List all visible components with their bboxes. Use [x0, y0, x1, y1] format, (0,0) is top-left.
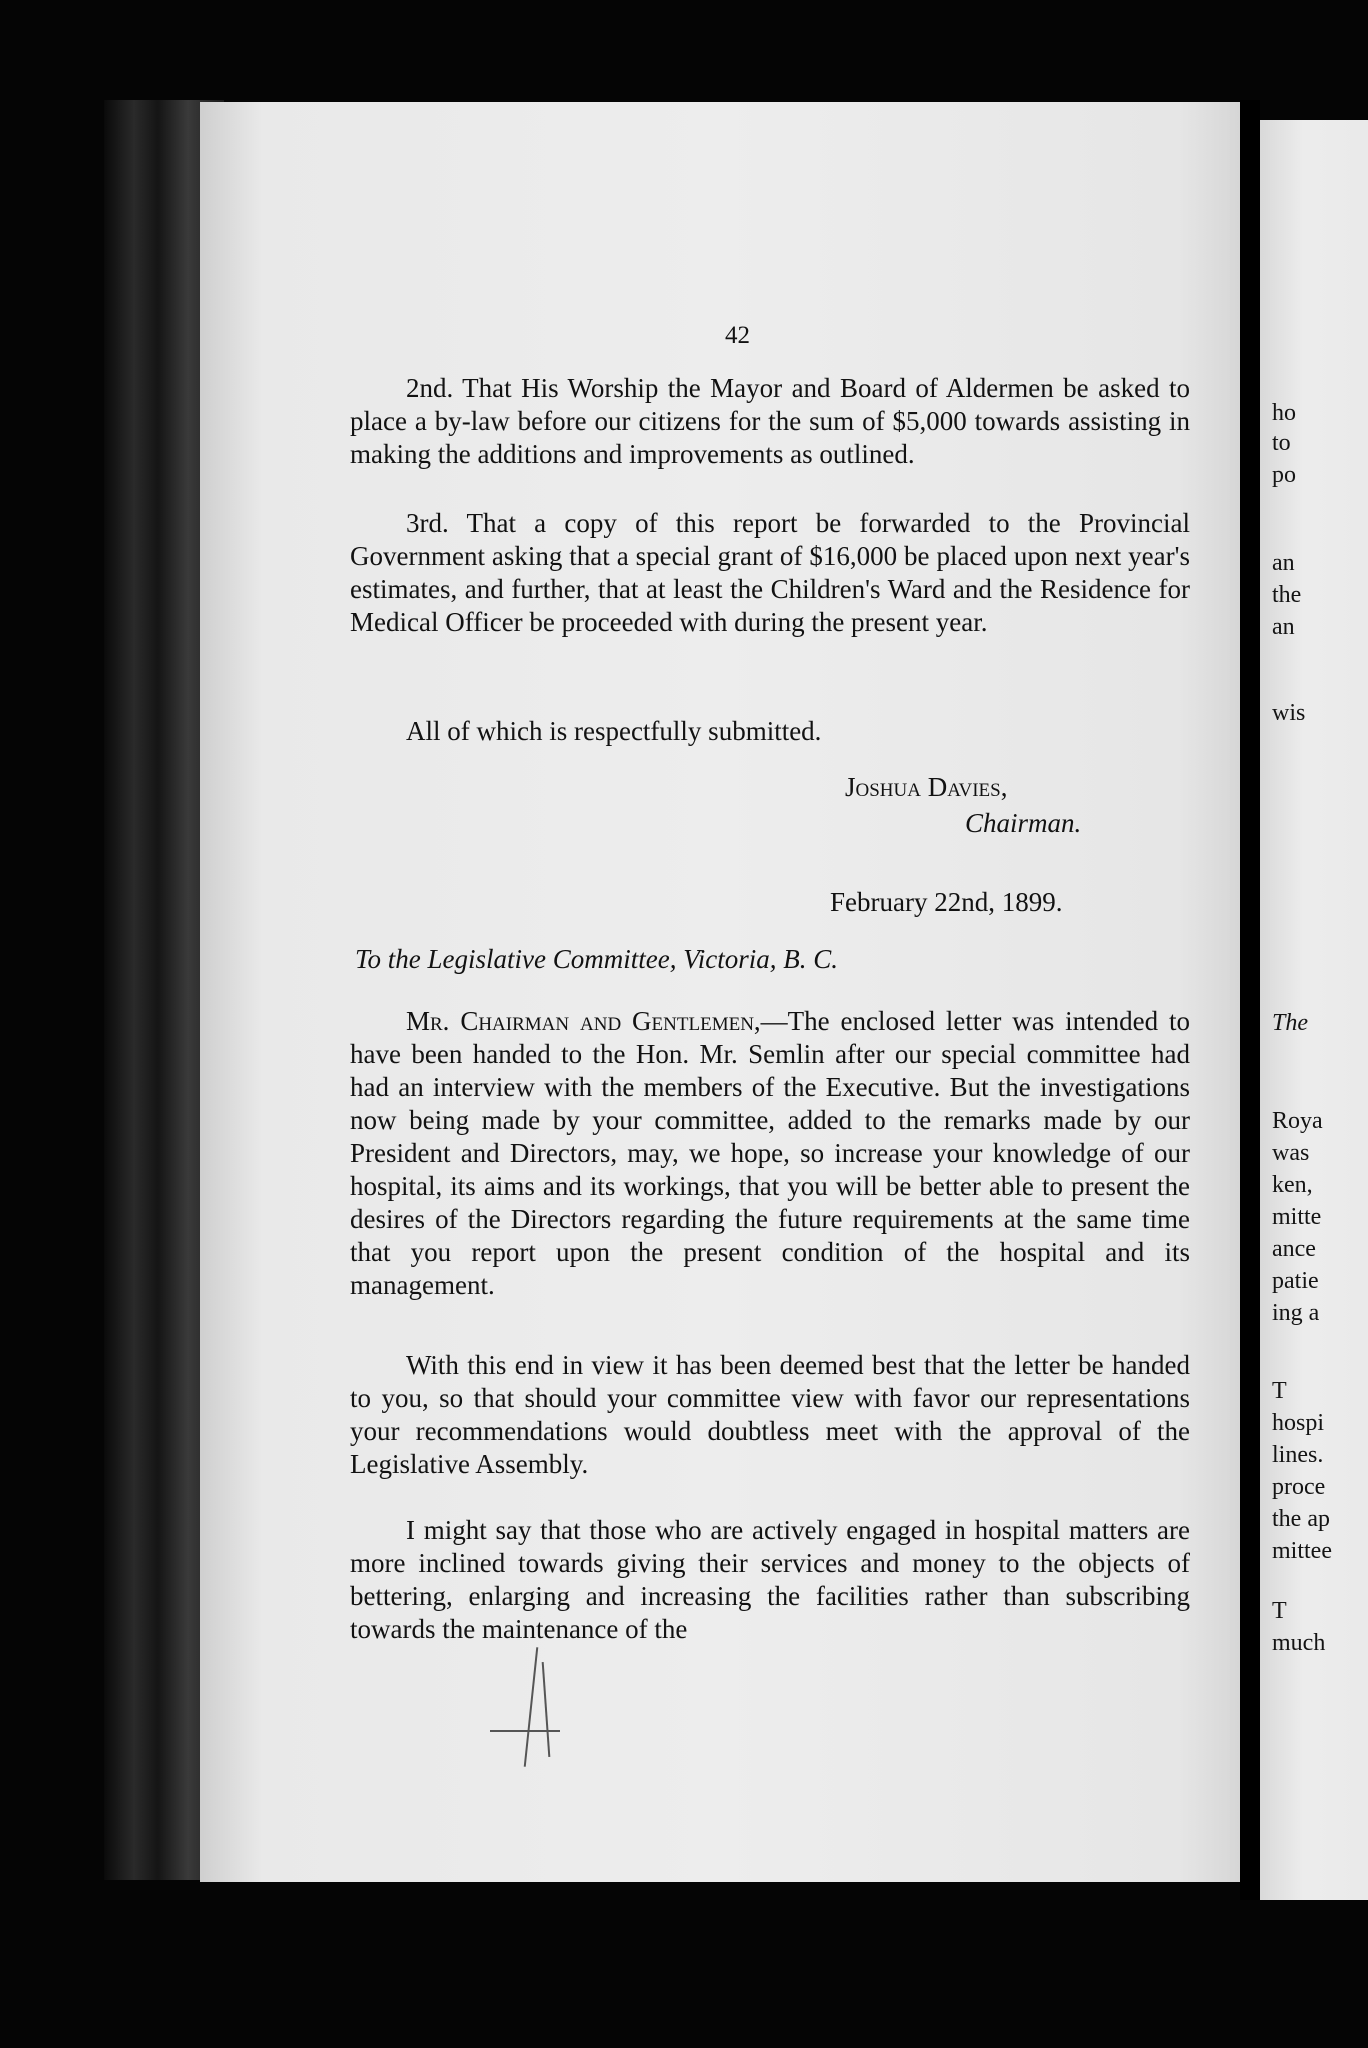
paragraph-second-resolution: [350, 372, 1190, 471]
fragment-line: po: [1272, 462, 1296, 488]
fragment-line: ho: [1272, 400, 1296, 426]
fragment-line: an: [1272, 614, 1295, 640]
fragment-line: ing a: [1272, 1300, 1320, 1326]
salutation: Mr. Chairman and Gentlemen,—: [406, 1006, 788, 1036]
pencil-mark: [490, 1730, 560, 1732]
fragment-line: T: [1272, 1378, 1287, 1404]
fragment-line: patie: [1272, 1268, 1319, 1294]
adjacent-page-fragment: [1260, 120, 1368, 1900]
fragment-line: hospi: [1272, 1410, 1325, 1436]
fragment-line: lines.: [1272, 1442, 1324, 1468]
signature-name: Joshua Davies,: [845, 772, 1008, 802]
fragment-line: proce: [1272, 1474, 1326, 1500]
paragraph-letter-remarks: [350, 1514, 1190, 1646]
paragraph-letter-opening: [350, 1005, 1190, 1302]
pencil-mark: [542, 1662, 551, 1757]
fragment-line: mitte: [1272, 1204, 1322, 1230]
paragraph-text: 2nd. That His Worship the Mayor and Board of Aldermen be asked to place a by-law before our citizens for the sum of $5,000 towards assisting in making the additions and improvements as outlined.: [350, 373, 1190, 469]
fragment-line: was: [1272, 1140, 1310, 1166]
paragraph-text: With this end in view it has been deemed best that the letter be handed to you, so that should your committee view with favor our representations your recommendations would doubtless meet with the approval of the Legislative Assembly.: [350, 1350, 1190, 1479]
paragraph-text: All of which is respectfully submitted.: [406, 716, 822, 746]
paragraph-third-resolution: [350, 507, 1190, 639]
page-gutter: [1240, 100, 1260, 1900]
pencil-mark: [524, 1647, 539, 1767]
fragment-line: much: [1272, 1630, 1326, 1656]
fragment-line: ken,: [1272, 1172, 1313, 1198]
paragraph-letter-purpose: [350, 1349, 1190, 1481]
fragment-line: an: [1272, 550, 1295, 576]
paragraph-closing: [350, 715, 1190, 748]
signature-title: Chairman.: [965, 808, 1082, 838]
paragraph-text: I might say that those who are actively engaged in hospital matters are more inclined towards giving their services and money to the objects of bettering, enlarging and increasing the facilities rather than subscribing towards the maintenance of the: [350, 1515, 1190, 1644]
fragment-line: the ap: [1272, 1506, 1330, 1532]
fragment-line: T: [1272, 1598, 1287, 1624]
letter-addressee: To the Legislative Committee, Victoria, B. C.: [355, 944, 838, 974]
fragment-line: to: [1272, 430, 1291, 456]
document-page: [200, 102, 1240, 1882]
page-number: 42: [725, 322, 750, 349]
fragment-line: wis: [1272, 700, 1306, 726]
letter-date: February 22nd, 1899.: [830, 887, 1063, 917]
paragraph-text: 3rd. That a copy of this report be forwarded to the Provincial Government asking that a special grant of $16,000 be placed upon next year's estimates, and further, that at least the Children's Ward and the Residence for Medical Officer be proceeded with during the present year.: [350, 508, 1190, 637]
fragment-line: Roya: [1272, 1108, 1323, 1134]
fragment-line: ance: [1272, 1236, 1316, 1262]
paragraph-text: The enclosed letter was intended to have been handed to the Hon. Mr. Semlin after our special committee had had an interview with the members of the Executive. But the investigations now being made by your committee, added to the remarks made by our President and Directors, may, we hope, so increase your knowledge of our hospital, its aims and its workings, that you will be better able to present the desires of the Directors regarding the future requirements at the same time that you report upon the present condition of the hospital and its management.: [350, 1006, 1190, 1300]
fragment-line: mittee: [1272, 1538, 1332, 1564]
fragment-line: the: [1272, 582, 1302, 608]
fragment-line: The: [1272, 1010, 1308, 1036]
